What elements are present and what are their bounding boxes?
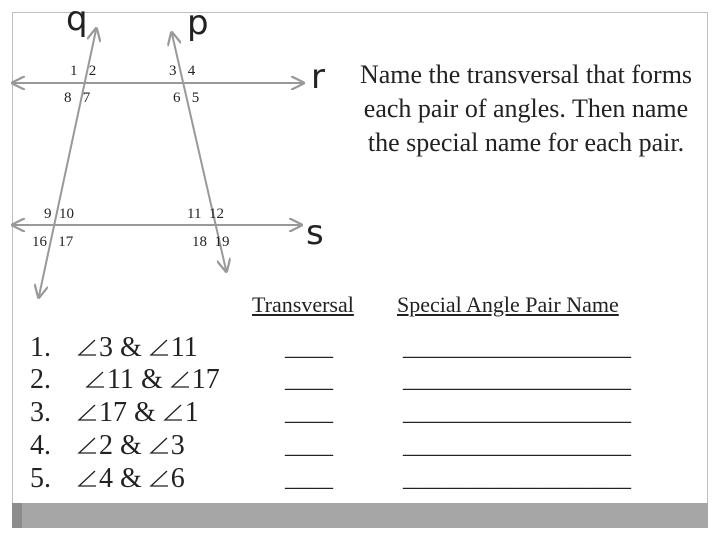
label-r: r (311, 57, 325, 97)
label-s: s (306, 213, 324, 253)
angle-a: 4 (99, 463, 113, 494)
instructions-text: Name the transversal that forms each pair of angles. Then name the special name for each pair. (359, 60, 693, 157)
question-row (30, 465, 185, 493)
special-name-blank-3[interactable]: ___________________ (403, 400, 631, 426)
question-number: 1. (30, 332, 51, 363)
question-row (30, 366, 220, 394)
angle-b: 3 (170, 430, 185, 461)
question-number: 2. (30, 364, 51, 395)
slide-footer-bar (12, 503, 708, 528)
angle-symbol-icon (85, 370, 105, 388)
header-special-angle-pair-name: Special Angle Pair Name (397, 292, 619, 317)
question-number: 4. (30, 430, 51, 461)
question-number: 5. (30, 463, 51, 494)
angle-symbol-icon (77, 338, 97, 356)
special-name-blank-1[interactable]: ___________________ (403, 335, 631, 361)
angle-b: 17 (191, 364, 220, 395)
question-row (30, 334, 198, 362)
header-transversal: Transversal (252, 292, 354, 317)
angle-symbol-icon (77, 469, 97, 487)
label-q: q (66, 0, 88, 39)
transversal-blank-3[interactable]: ____ (285, 400, 333, 426)
angles-11-12: 11 12 (187, 206, 224, 222)
transversal-blank-1[interactable]: ____ (285, 335, 333, 361)
angle-a: 11 (107, 364, 134, 395)
angles-18-19: 18 19 (192, 234, 230, 250)
angle-symbol-icon (77, 403, 97, 421)
angle-symbol-icon (149, 436, 169, 454)
angles-1-2: 1 2 (70, 63, 97, 79)
ampersand: & (140, 364, 163, 395)
angles-3-4: 3 4 (169, 63, 196, 79)
angle-b: 1 (184, 397, 199, 428)
transversal-blank-2[interactable]: ____ (285, 367, 333, 393)
transversal-blank-5[interactable]: ____ (285, 466, 333, 492)
angles-6-5: 6 5 (173, 90, 200, 106)
special-name-blank-2[interactable]: ___________________ (403, 367, 631, 393)
label-p: p (187, 3, 209, 43)
special-name-blank-4[interactable]: ___________________ (403, 433, 631, 459)
angle-a: 3 (99, 332, 113, 363)
angle-a: 2 (99, 430, 113, 461)
question-number: 3. (30, 397, 51, 428)
question-row (30, 432, 185, 460)
transversal-blank-4[interactable]: ____ (285, 433, 333, 459)
question-row (30, 399, 199, 427)
angle-symbol-icon (149, 469, 169, 487)
angles-16-17: 16 17 (32, 234, 74, 250)
angle-b: 6 (170, 463, 185, 494)
angles-8-7: 8 7 (64, 90, 91, 106)
special-name-blank-5[interactable]: ___________________ (403, 466, 631, 492)
angle-symbol-icon (170, 370, 190, 388)
ampersand: & (134, 397, 156, 428)
angle-b: 11 (170, 332, 198, 363)
slide-footer-accent (12, 503, 22, 528)
ampersand: & (120, 430, 142, 461)
angles-9-10: 9 10 (44, 206, 74, 222)
ampersand: & (120, 463, 142, 494)
angle-a: 17 (99, 397, 127, 428)
angle-symbol-icon (77, 436, 97, 454)
angle-symbol-icon (149, 338, 169, 356)
angle-symbol-icon (163, 403, 183, 421)
ampersand: & (120, 332, 142, 363)
